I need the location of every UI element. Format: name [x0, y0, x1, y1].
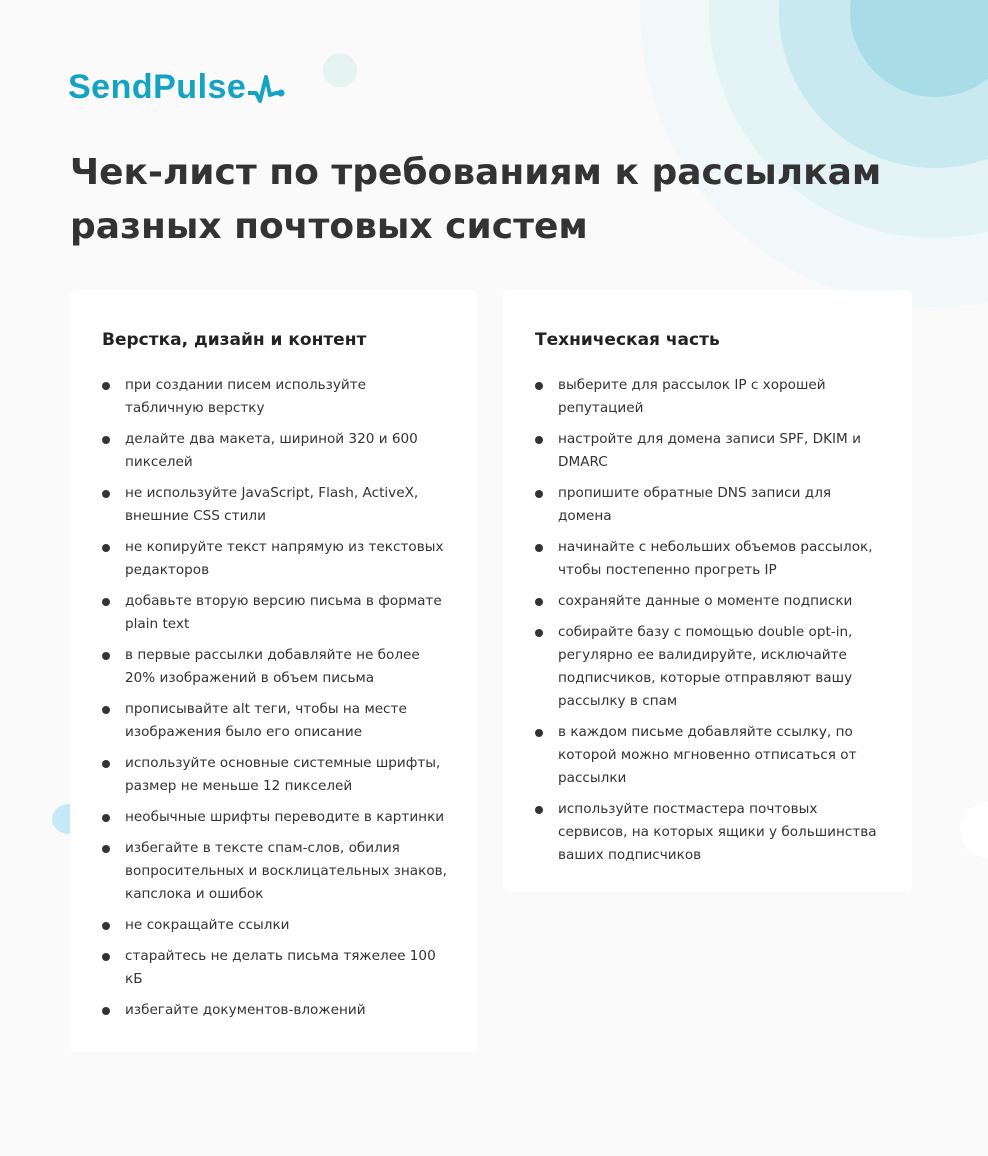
checklist-item: избегайте документов-вложений: [102, 999, 448, 1022]
checklist-item: в первые рассылки добавляйте не более 20% изображений в объем письма: [102, 644, 448, 690]
checklist-item: выберите для рассылок IP с хорошей репутацией: [535, 374, 882, 420]
pulse-icon: [246, 71, 286, 105]
checklist: [535, 374, 882, 867]
checklist-item: используйте постмастера почтовых сервисов, на которых ящики у большинства ваших подписчиков: [535, 798, 882, 867]
checklist-item: избегайте в тексте спам-слов, обилия вопросительных и восклицательных знаков, капслока и ошибок: [102, 837, 448, 906]
checklist-item: используйте основные системные шрифты, размер не меньше 12 пикселей: [102, 752, 448, 798]
card-heading: Верстка, дизайн и контент: [102, 330, 367, 350]
checklist-item: сохраняйте данные о моменте подписки: [535, 590, 882, 613]
checklist-item: пропишите обратные DNS записи для домена: [535, 482, 882, 528]
checklist-item: в каждом письме добавляйте ссылку, по которой можно мгновенно отписаться от рассылки: [535, 721, 882, 790]
checklist-item: делайте два макета, шириной 320 и 600 пикселей: [102, 428, 448, 474]
card-layout-design: [70, 290, 478, 1052]
checklist-item: не копируйте текст напрямую из текстовых редакторов: [102, 536, 448, 582]
decor-dot-white: [950, 800, 988, 860]
card-technical: [503, 290, 912, 892]
checklist-item: начинайте с небольших объемов рассылок, чтобы постепенно прогреть IP: [535, 536, 882, 582]
checklist-item: не сокращайте ссылки: [102, 914, 448, 937]
checklist-item: настройте для домена записи SPF, DKIM и DMARC: [535, 428, 882, 474]
checklist-item: при создании писем используйте табличную верстку: [102, 374, 448, 420]
checklist-item: прописывайте alt теги, чтобы на месте изображения было его описание: [102, 698, 448, 744]
checklist: [102, 374, 448, 1022]
checklist-item: не используйте JavaScript, Flash, ActiveX, внешние CSS стили: [102, 482, 448, 528]
logo-text: SendPulse: [68, 68, 247, 106]
checklist-item: необычные шрифты переводите в картинки: [102, 806, 448, 829]
decor-dot-green: [323, 53, 357, 87]
checklist-item: добавьте вторую версию письма в формате plain text: [102, 590, 448, 636]
page-title: Чек-лист по требованиям к рассылкам разных почтовых систем: [70, 152, 882, 247]
checklist-item: собирайте базу с помощью double opt-in, регулярно ее валидируйте, исключайте подписчиков, которые отправляют вашу рассылку в спам: [535, 621, 882, 713]
checklist-item: старайтесь не делать письма тяжелее 100 кБ: [102, 945, 448, 991]
card-heading: Техническая часть: [535, 330, 720, 350]
sendpulse-logo: [68, 68, 286, 107]
